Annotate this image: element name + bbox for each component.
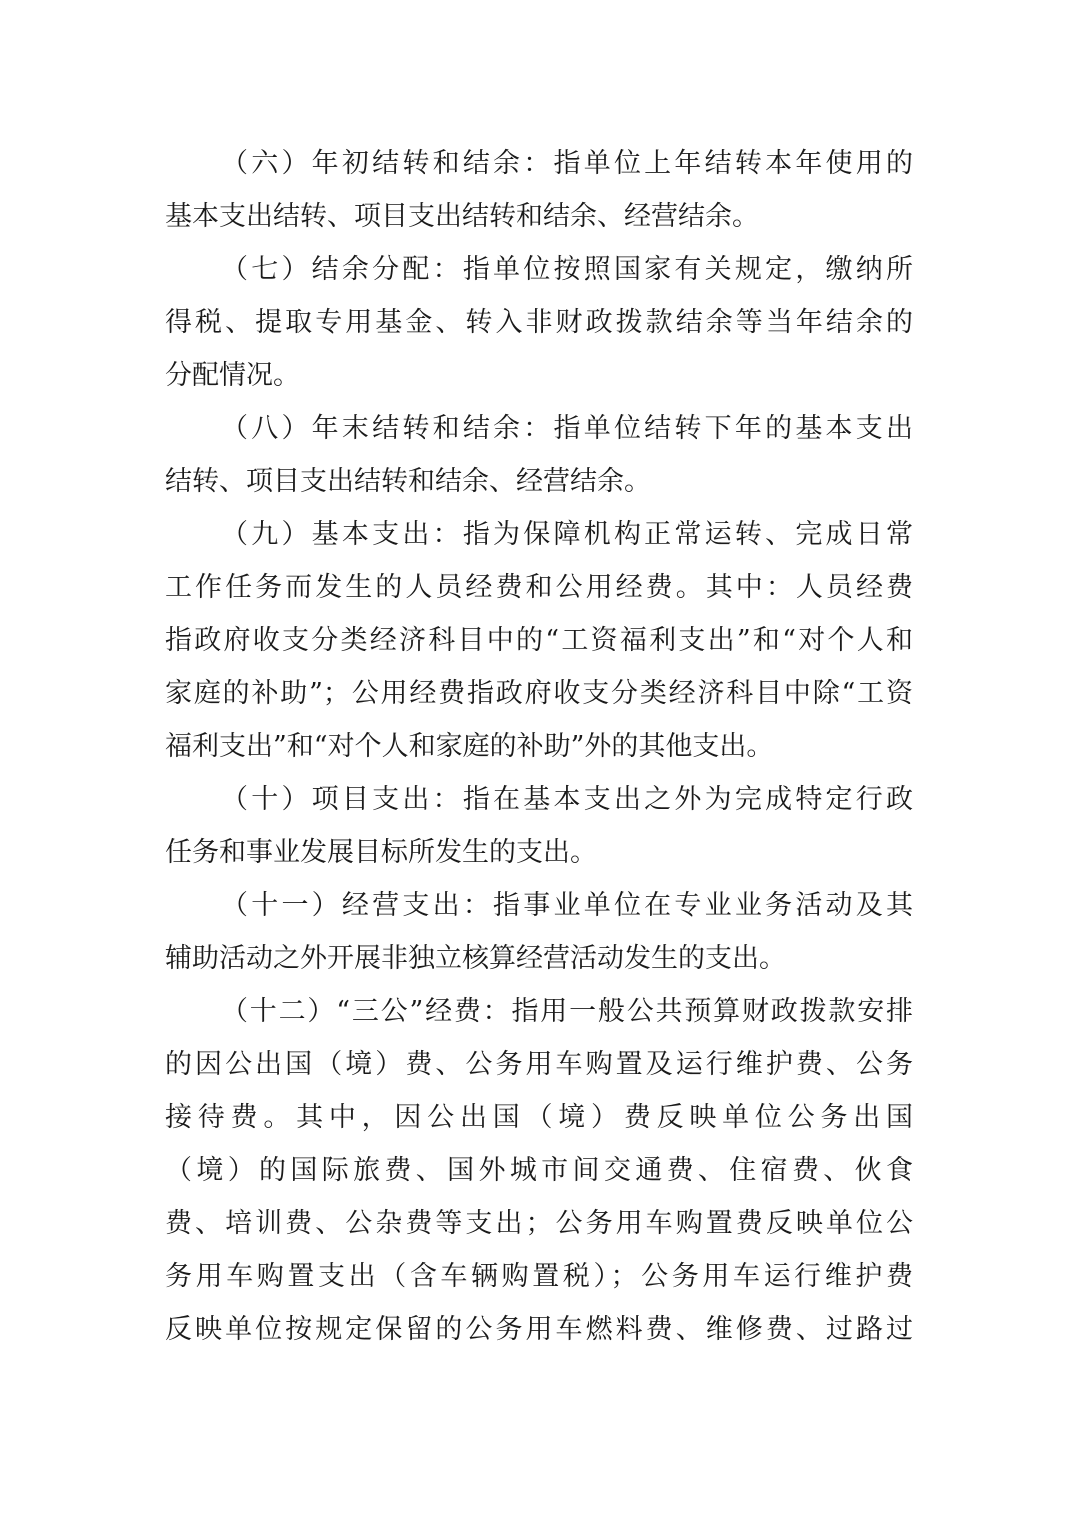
text-line: 家庭的补助”；公用经费指政府收支分类经济科目中除“工资 (165, 678, 913, 709)
text-line: 工作任务而发生的人员经费和公用经费。其中：人员经费 (165, 572, 913, 603)
text-line: （十一）经营支出：指事业单位在专业业务活动及其 (221, 890, 913, 921)
text-line: （十）项目支出：指在基本支出之外为完成特定行政 (221, 784, 913, 815)
text-line: 福利支出”和“对个人和家庭的补助”外的其他支出。 (165, 731, 774, 762)
text-line: 结转、项目支出结转和结余、经营结余。 (165, 466, 651, 497)
document-body (165, 137, 913, 1356)
text-line: 反映单位按规定保留的公务用车燃料费、维修费、过路过 (165, 1314, 913, 1345)
text-line: （境）的国际旅费、国外城市间交通费、住宿费、伙食 (165, 1155, 913, 1186)
text-line: 分配情况。 (165, 360, 300, 391)
text-line: 接待费。其中，因公出国（境）费反映单位公务出国 (165, 1102, 913, 1133)
text-line: 基本支出结转、项目支出结转和结余、经营结余。 (165, 201, 759, 232)
text-line: 指政府收支分类经济科目中的“工资福利支出”和“对个人和 (165, 625, 913, 656)
text-line: 得税、提取专用基金、转入非财政拨款结余等当年结余的 (165, 307, 913, 338)
text-line: （七）结余分配：指单位按照国家有关规定，缴纳所 (221, 254, 913, 285)
text-line: 务用车购置支出（含车辆购置税）；公务用车运行维护费 (165, 1261, 913, 1292)
text-line: 辅助活动之外开展非独立核算经营活动发生的支出。 (165, 943, 786, 974)
text-line: （六）年初结转和结余：指单位上年结转本年使用的 (221, 148, 913, 179)
text-line: 的因公出国（境）费、公务用车购置及运行维护费、公务 (165, 1049, 913, 1080)
text-line: （九）基本支出：指为保障机构正常运转、完成日常 (221, 519, 913, 550)
text-line: （十二）“三公”经费：指用一般公共预算财政拨款安排 (221, 996, 913, 1027)
text-line: 任务和事业发展目标所发生的支出。 (165, 837, 597, 868)
text-line: 费、培训费、公杂费等支出；公务用车购置费反映单位公 (165, 1208, 913, 1239)
text-line: （八）年末结转和结余：指单位结转下年的基本支出 (221, 413, 913, 444)
